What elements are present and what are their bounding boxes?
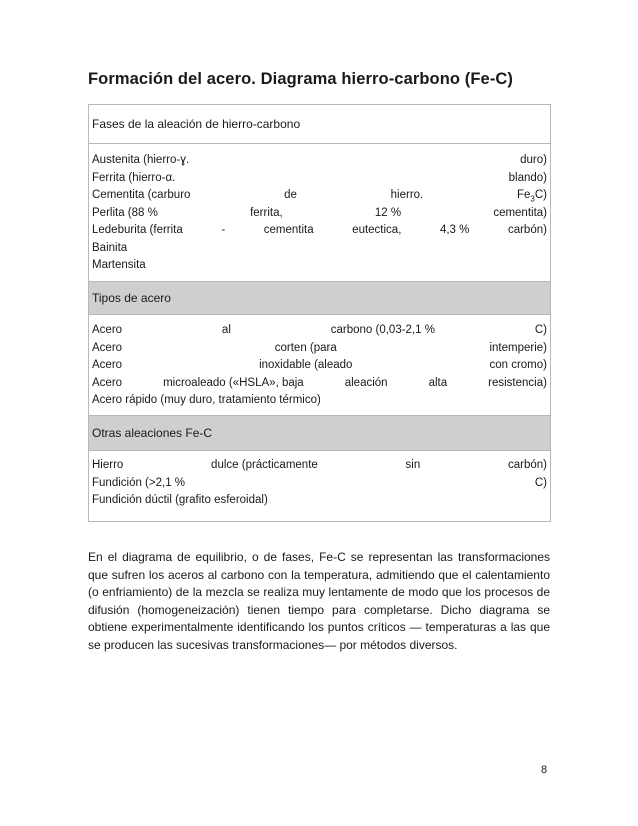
list-item-text: blando) — [508, 171, 547, 184]
section-rows-fases — [89, 152, 550, 275]
fe-c-info-box — [88, 104, 551, 522]
list-item — [92, 322, 547, 340]
list-item-text: corten (para — [274, 341, 337, 354]
list-item — [92, 457, 547, 475]
list-item-text: Fundición dúctil (grafito esferoidal) — [92, 494, 268, 506]
list-item-text: Bainita — [92, 241, 128, 254]
list-item — [92, 340, 547, 358]
list-item — [92, 257, 547, 275]
list-item-text: 12 % — [374, 206, 402, 219]
list-item-text: Acero rápido (muy duro, tratamiento térmico) — [92, 394, 321, 406]
list-item-text: Acero — [92, 341, 123, 354]
list-item-text: sin — [405, 459, 421, 471]
list-item-text: Martensita — [92, 259, 146, 271]
list-item-text: duro) — [520, 154, 547, 166]
list-item-text: Austenita (hierro-ɣ. — [92, 154, 190, 166]
list-item-text: de — [284, 189, 297, 201]
list-item — [92, 170, 547, 188]
list-item — [92, 492, 547, 510]
list-item — [92, 222, 547, 240]
list-item-text: $Fe_3C$) — [516, 189, 547, 204]
page-title: Formación del acero. Diagrama hierro-carbono (Fe-C) — [88, 70, 514, 88]
list-item-text: inoxidable (aleado — [259, 359, 353, 371]
body-paragraph: En el diagrama de equilibrio, o de fases, Fe-C se representan las transformaciones que sufren los aceros al carbono con la temperatura, admitiendo que el calentamiento (o enfriamiento) de la mezcla se realiza muy lentamente de modo que los procesos de difusión (homogeneización) tienen tiempo para completarse. Dicho diagrama se obtiene experimentalmente identificando los puntos críticos — temperaturas a las que se producen las sucesivas transformaciones— por métodos diversos. — [88, 550, 550, 652]
list-item-text: Perlita (88 % — [92, 206, 158, 219]
list-item-text: - — [221, 224, 226, 236]
list-item — [92, 187, 547, 205]
list-item-text: carbono (0,03-2,1 % — [330, 324, 435, 336]
list-item-text: Cementita (carburo — [92, 189, 191, 201]
list-item-text: Hierro — [92, 459, 124, 471]
list-item-text: ferrita, — [250, 206, 283, 219]
list-item-text: Acero — [92, 359, 123, 371]
list-item — [92, 240, 547, 258]
list-item-text: aleación — [344, 376, 388, 389]
list-item — [92, 152, 547, 170]
list-item-text: 4,3 % — [439, 224, 470, 236]
list-item — [92, 392, 547, 410]
section-header-label: Tipos de acero — [92, 291, 171, 305]
list-item — [92, 475, 547, 493]
list-item-text: C) — [534, 476, 547, 489]
list-item-text: hierro. — [390, 189, 424, 201]
section-header-tipos — [89, 281, 550, 315]
list-item — [92, 357, 547, 375]
list-item-text: carbón) — [507, 224, 547, 236]
list-item-text: eutectica, — [352, 224, 402, 236]
list-item-text: dulce (prácticamente — [211, 459, 318, 471]
list-item-text: microaleado («HSLA», baja — [163, 376, 304, 389]
list-item-text: intemperie) — [489, 341, 547, 354]
section-rows-otras — [89, 457, 550, 510]
section-rows-tipos — [89, 322, 550, 410]
list-item-text: carbón) — [507, 459, 547, 471]
list-item-text: alta — [428, 376, 448, 389]
list-item-text: con cromo) — [489, 359, 547, 371]
section-header-label: Otras aleaciones Fe-C — [92, 426, 213, 440]
list-item-text: Acero — [92, 324, 123, 336]
section-header-fases — [89, 105, 550, 144]
list-item-text: resistencia) — [488, 376, 547, 389]
list-item — [92, 375, 547, 393]
list-item — [92, 205, 547, 223]
section-header-otras — [89, 415, 550, 451]
list-item-text: cementita) — [493, 206, 547, 219]
list-item-text: Fundición (>2,1 % — [92, 476, 186, 489]
list-item-text: al — [221, 324, 231, 336]
page-number: 8 — [541, 764, 548, 776]
list-item-text: cementita — [263, 224, 314, 236]
list-item-text: Acero — [92, 376, 123, 389]
list-item-text: Ledeburita (ferrita — [92, 224, 183, 236]
list-item-text: Ferrita (hierro-α. — [92, 171, 176, 184]
list-item-text: C) — [534, 324, 547, 336]
section-header-label: Fases de la aleación de hierro-carbono — [92, 117, 301, 131]
